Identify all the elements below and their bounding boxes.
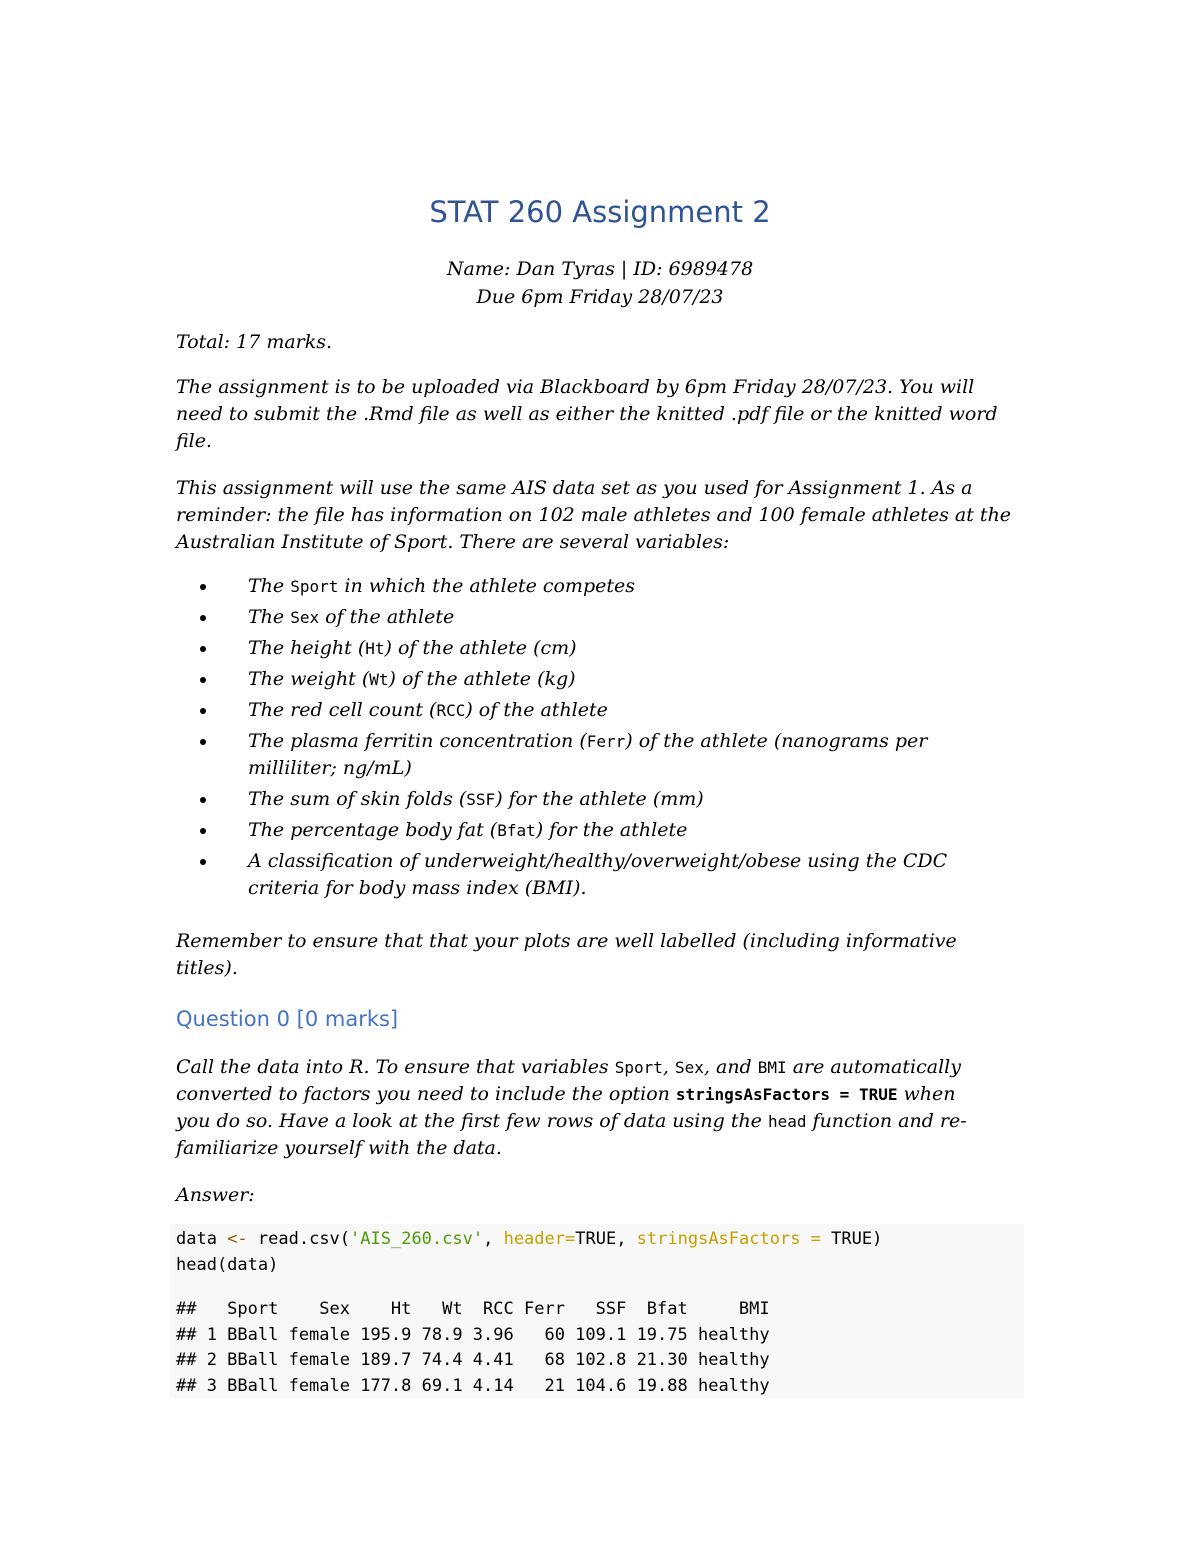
total-marks: Total: 17 marks.: [176, 331, 333, 353]
output-row: ## 3 BBall female 177.8 69.1 4.14 21 104.6 19.88 healthy: [176, 1376, 770, 1396]
bullet-icon: [200, 615, 206, 621]
list-item: A classification of underweight/healthy/overweight/obese using the CDC criteria for body mass index (BMI).: [176, 848, 1036, 902]
list-item: The weight (Wt) of the athlete (kg): [176, 666, 1036, 693]
list-item: The percentage body fat (Bfat) for the athlete: [176, 817, 1036, 844]
question-0-text: Call the data into R. To ensure that variables Sport, Sex, and BMI are automatically converted to factors you need to include the option stringsAsFactors = TRUE when you do so. Have a look at the first few rows of data using the head function and re- familiarize yourself with the data.: [176, 1056, 967, 1159]
bullet-icon: [200, 708, 206, 714]
output-row: ## 2 BBall female 189.7 74.4 4.41 68 102.8 21.30 healthy: [176, 1350, 770, 1370]
bullet-icon: [200, 646, 206, 652]
list-item: The height (Ht) of the athlete (cm): [176, 635, 1036, 662]
list-item: The sum of skin folds (SSF) for the athlete (mm): [176, 786, 1036, 813]
bullet-icon: [200, 797, 206, 803]
code-head: head(data): [176, 1255, 279, 1275]
bullet-icon: [200, 677, 206, 683]
bullet-icon: [200, 828, 206, 834]
output-row: ## 1 BBall female 195.9 78.9 3.96 60 109.1 19.75 healthy: [176, 1325, 770, 1345]
output-header: ## Sport Sex Ht Wt RCC Ferr SSF Bfat BMI: [176, 1299, 770, 1319]
list-item: The Sex of the athlete: [176, 604, 1036, 631]
bullet-icon: [200, 859, 206, 865]
page-title: STAT 260 Assignment 2: [429, 195, 771, 229]
due-date: Due 6pm Friday 28/07/23: [476, 286, 724, 308]
answer-label: Answer:: [176, 1184, 255, 1206]
plot-reminder: Remember to ensure that that your plots are well labelled (including informative titles).: [176, 930, 957, 979]
variable-list: [176, 573, 1036, 902]
student-name-id: Name: Dan Tyras | ID: 6989478: [446, 258, 754, 280]
list-item: The Sport in which the athlete competes: [176, 573, 1036, 600]
list-item: The red cell count (RCC) of the athlete: [176, 697, 1036, 724]
bullet-icon: [200, 739, 206, 745]
question-0-heading: Question 0 [0 marks]: [176, 1007, 399, 1031]
list-item: The plasma ferritin concentration (Ferr) of the athlete (nanograms per milliliter; ng/mL): [176, 728, 1036, 782]
upload-instructions: The assignment is to be uploaded via Blackboard by 6pm Friday 28/07/23. You will need to submit the .Rmd file as well as either the knitted .pdf file or the knitted word file.: [176, 376, 998, 452]
dataset-description: This assignment will use the same AIS data set as you used for Assignment 1. As a reminder: the file has information on 102 male athletes and 100 female athletes at the Australian Institute of Sport. There are several variables:: [176, 477, 1012, 553]
code-read-csv: data <- read.csv('AIS_260.csv', header=TRUE, stringsAsFactors = TRUE): [176, 1229, 883, 1249]
bullet-icon: [200, 584, 206, 590]
